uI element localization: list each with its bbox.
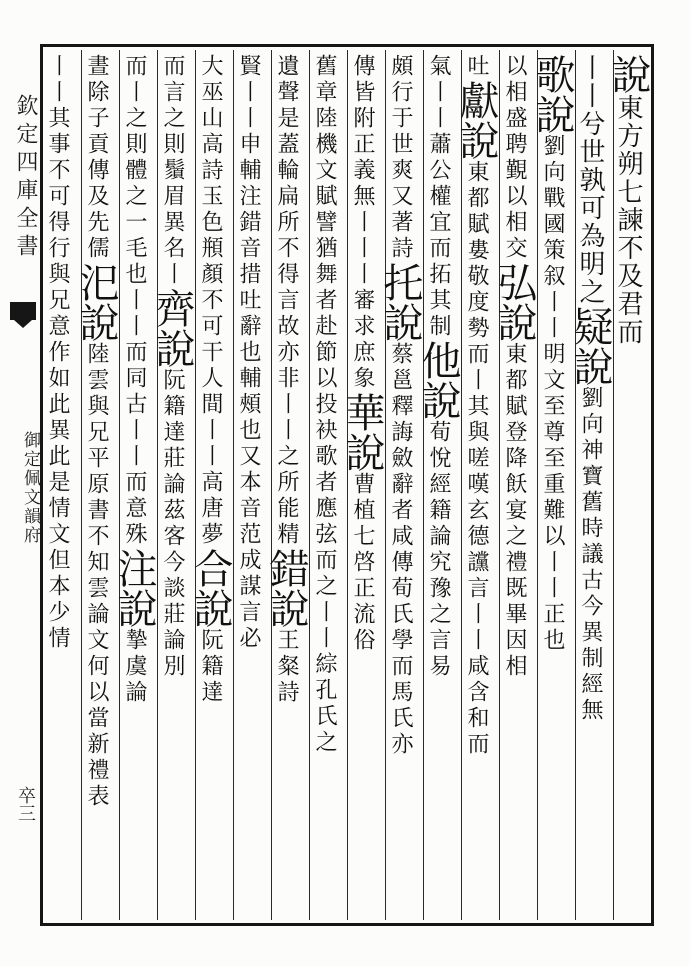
text-column (233, 50, 271, 920)
entry-text: 丨丨兮世孰可為明之 (575, 54, 605, 306)
entry-headword: 歌說 (529, 54, 575, 134)
text-column (377, 50, 423, 920)
entry-headword: 華說 (339, 392, 385, 472)
text-column (43, 50, 81, 920)
entry-text: 王粲詩 (274, 628, 299, 706)
entry-headword: 注說 (111, 548, 157, 628)
entry-text: 氣丨丨蕭公權宜而拓其制 (426, 54, 451, 340)
text-column (149, 50, 195, 920)
entry-text: 賢丨丨申輔注錯音措吐辭也輔頰也又本音范成 (236, 54, 261, 574)
column-text (567, 54, 613, 916)
column-text (529, 54, 575, 916)
entry-text: 荀悅經籍論究豫之言易 (426, 420, 451, 680)
text-column (415, 50, 461, 920)
column-text (377, 54, 423, 916)
fish-tail-mark-icon (10, 302, 36, 320)
entry-text: 大巫山高詩玉色頩顏不可干人間丨丨高唐夢 (198, 54, 223, 548)
column-text (263, 54, 309, 916)
work-title: 御定佩文韻府 (20, 431, 40, 545)
column-text (234, 54, 271, 916)
column-text (73, 54, 119, 916)
entry-text: 劉向戰國策叙丨丨明文至尊至重難以丨丨正也 (540, 134, 565, 654)
column-text (605, 54, 651, 916)
page-number: 卒三 (15, 786, 36, 822)
text-column (529, 50, 575, 920)
entry-headword: 弘說 (491, 262, 537, 342)
book-title: 欽定四庫全書 (13, 94, 38, 262)
entry-text: 阮籍達莊論茲客今談莊論別 (160, 368, 185, 680)
entry-text: 阮籍達 (198, 628, 223, 706)
column-text (43, 54, 80, 916)
text-column (567, 50, 613, 920)
entry-text: 舊章陸機文賦譬猶舞者赴節以投袂歌者應弦而之丨丨綜孔氏之 (312, 54, 337, 756)
column-text (415, 54, 461, 916)
entry-text: 東方朔七諫不及君而 (613, 94, 643, 346)
entry-headword: 錯說 (263, 548, 309, 628)
entry-text: 東都賦婁敬度勢而丨其與嗟嘆玄德讜言丨丨咸含和而 (464, 160, 489, 758)
text-column (73, 50, 119, 920)
entry-text: 曹植七啓正流俗 (350, 472, 375, 654)
entry-text: 東都賦登降飫宴之禮既畢因相 (502, 342, 527, 680)
entry-text: 晝除子貢傳及先儒 (84, 54, 109, 262)
entry-headword: 齊說 (149, 288, 195, 368)
entry-text: 劉向神寶舊時議古今異制經無 (578, 386, 603, 724)
entry-text: 蔡邕釋誨斂辭者咸傳荀氏學而馬氏亦 (388, 342, 413, 758)
text-column (453, 50, 499, 920)
text-column (263, 50, 309, 920)
column-text (339, 54, 385, 916)
entry-headword: 疑說 (567, 306, 613, 386)
entry-text: 丨丨其事不可得行與兄意作如此異此是情文但本少情 (45, 54, 70, 652)
column-text (491, 54, 537, 916)
text-column (187, 50, 233, 920)
entry-headword: 他說 (415, 340, 461, 420)
entry-text: 吐 (464, 54, 489, 80)
entry-text: 摯虞論 (122, 628, 147, 706)
entry-text: 以相盛聘覲以相交 (502, 54, 527, 262)
text-column (111, 50, 157, 920)
entry-text: 而言之則鬚眉異名丨 (160, 54, 185, 288)
entry-text: 陸雲與兄平原書不知雲論文何以當新禮表 (84, 342, 109, 810)
entry-text: 謀言必 (236, 574, 261, 652)
text-column (605, 50, 651, 920)
entry-text: 傳皆附正義無丨丨丨審求庶象 (350, 54, 375, 392)
column-text (111, 54, 157, 916)
text-column (309, 50, 347, 920)
column-text (187, 54, 233, 916)
text-column (491, 50, 537, 920)
entry-headword: 汜說 (73, 262, 119, 342)
column-text (453, 54, 499, 916)
entry-headword: 合說 (187, 548, 233, 628)
text-column (339, 50, 385, 920)
column-text (149, 54, 195, 916)
entry-headword: 獻說 (453, 80, 499, 160)
entry-text: 遺聲是蓋輪扁所不得言故亦非丨丨之所能精 (274, 54, 299, 548)
column-text (310, 54, 347, 916)
entry-text: 頗行于世爽又著詩 (388, 54, 413, 262)
entry-text: 而丨之則體之一毛也丨丨而同古丨丨而意殊 (122, 54, 147, 548)
entry-headword: 托說 (377, 262, 423, 342)
entry-headword: 說 (605, 54, 651, 94)
